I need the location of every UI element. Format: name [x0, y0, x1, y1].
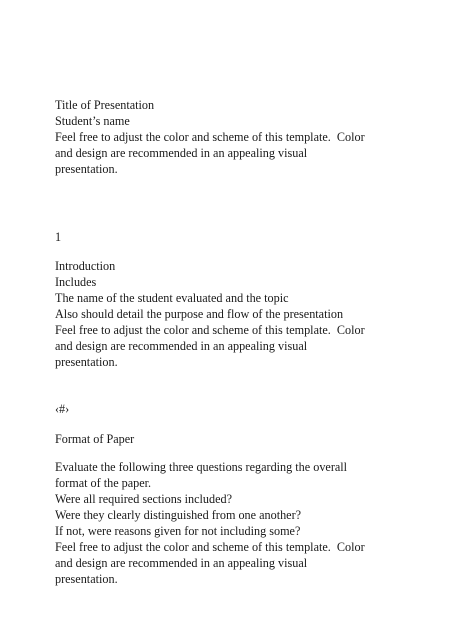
slide3-question-1: Were all required sections included? [55, 492, 233, 506]
slide2-bullet-1: The name of the student evaluated and the topic [55, 291, 289, 305]
slide3-intro-line-2: format of the paper. [55, 476, 152, 490]
slide2-bullet-2: Also should detail the purpose and flow of the presentation [55, 307, 344, 321]
slide1-note-line-3: presentation. [55, 162, 118, 176]
slide3-question-2: Were they clearly distinguished from one another? [55, 508, 302, 522]
slide3-note-line-3: presentation. [55, 572, 118, 586]
slide3-question-3: If not, were reasons given for not including some? [55, 524, 301, 538]
slide2-note-line-1: Feel free to adjust the color and scheme of this template. Color [55, 323, 365, 337]
slide2-note-line-2: and design are recommended in an appealing visual [55, 339, 308, 353]
slide-number-1: 1 [55, 230, 62, 244]
slide2-heading: Introduction [55, 259, 116, 273]
slide-number-placeholder: ‹#› [55, 402, 70, 416]
slide3-intro-line-1: Evaluate the following three questions regarding the overall [55, 460, 348, 474]
slide1-note-line-2: and design are recommended in an appealing visual [55, 146, 308, 160]
slide3-note-line-2: and design are recommended in an appealing visual [55, 556, 308, 570]
slide1-note-line-1: Feel free to adjust the color and scheme of this template. Color [55, 130, 365, 144]
slide3-note-line-1: Feel free to adjust the color and scheme of this template. Color [55, 540, 365, 554]
slide2-includes: Includes [55, 275, 97, 289]
slide2-note-line-3: presentation. [55, 355, 118, 369]
slide1-student-name: Student’s name [55, 114, 130, 128]
slide3-heading: Format of Paper [55, 432, 135, 446]
slide1-title: Title of Presentation [55, 98, 155, 112]
